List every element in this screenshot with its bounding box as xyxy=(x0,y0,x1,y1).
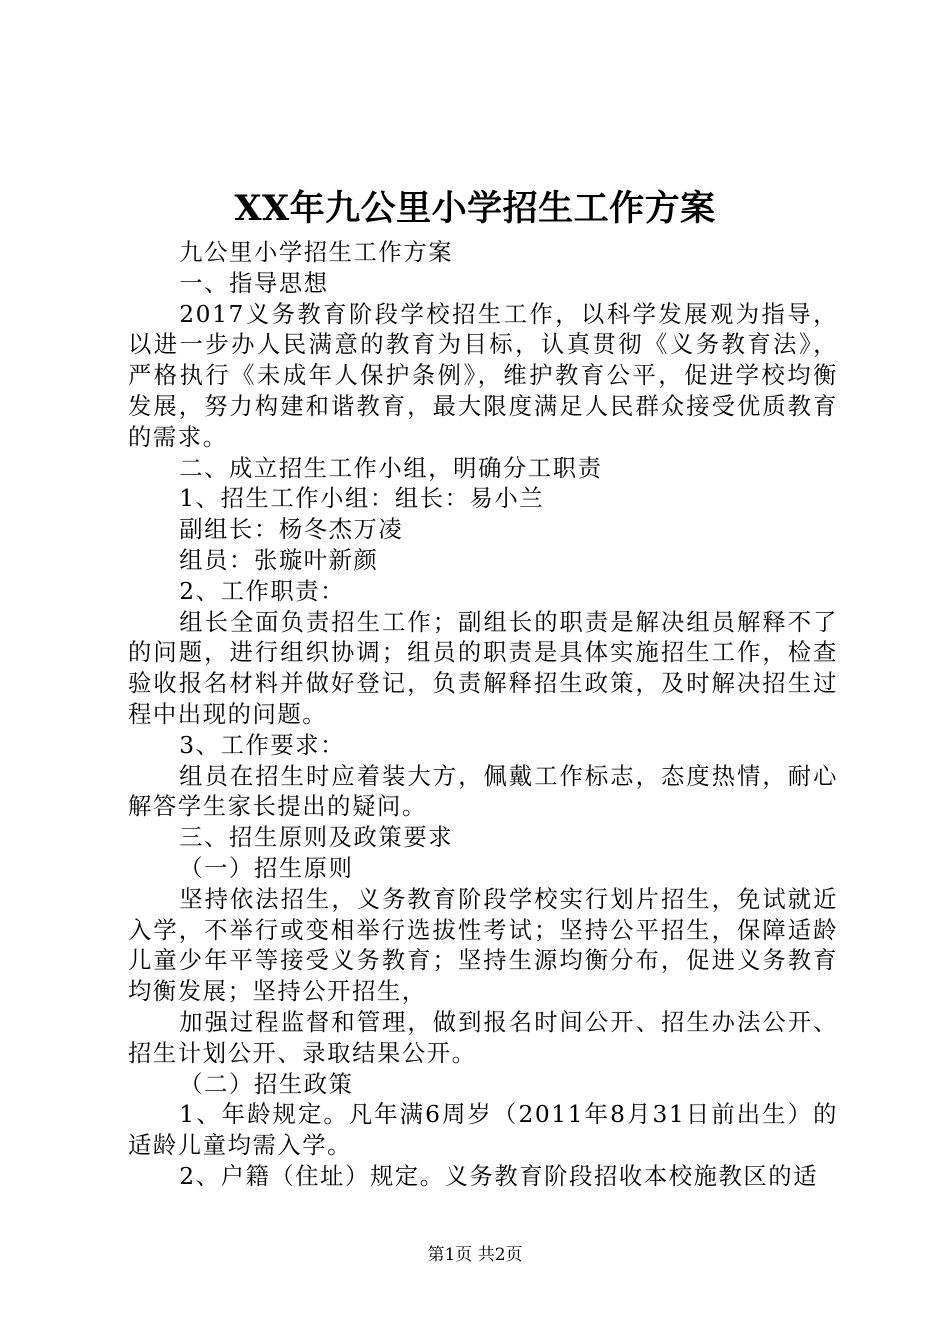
paragraph-deputy-leader: 副组长：杨冬杰万凌 xyxy=(179,516,404,544)
paragraph-guiding-thought: 2017义务教育阶段学校招生工作，以科学发展观为指导，以进一步办人民满意的教育为目标，认真贯彻《义务教育法》，严格执行《未成年人保护条例》，维护教育公平，促进学校均衡发展，努力构建和谐教育，最大限度满足人民群众接受优质教育的需求。 xyxy=(128,300,838,451)
page-number-footer: 第1页 共2页 xyxy=(427,1245,523,1265)
paragraph-group-leader: 1、招生工作小组：组长：易小兰 xyxy=(179,485,545,513)
heading-principles: （一）招生原则 xyxy=(179,854,354,882)
heading-policy: （二）招生政策 xyxy=(179,1070,354,1098)
document-body xyxy=(128,238,838,1193)
paragraph-age-rule: 1、年龄规定。凡年满6周岁（2011年8月31日前出生）的适龄儿童均需入学。 xyxy=(128,1101,838,1160)
paragraph-subtitle: 九公里小学招生工作方案 xyxy=(179,239,454,266)
heading-principles-policy: 三、招生原则及政策要求 xyxy=(179,824,454,852)
paragraph-principles: 坚持依法招生，义务教育阶段学校实行划片招生，免试就近入学，不举行或变相举行选拔性考试；坚持公平招生，保障适龄儿童少年平等接受义务教育；坚持生源均衡分布，促进义务教育均衡发展；坚持公开招生， xyxy=(128,885,838,1006)
paragraph-duties: 组长全面负责招生工作；副组长的职责是解决组员解释不了的问题，进行组织协调；组员的职责是具体实施招生工作，检查验收报名材料并做好登记，负责解释招生政策，及时解决招生过程中出现的问题。 xyxy=(128,608,838,728)
paragraph-supervision: 加强过程监督和管理，做到报名时间公开、招生办法公开、招生计划公开、录取结果公开。 xyxy=(128,1008,838,1067)
document-title: XX年九公里小学招生工作方案 xyxy=(234,188,716,229)
heading-requirements: 3、工作要求： xyxy=(179,731,346,759)
heading-guiding-thought: 一、指导思想 xyxy=(179,269,329,297)
heading-work-group: 二、成立招生工作小组，明确分工职责 xyxy=(179,454,603,482)
paragraph-residence-rule: 2、户籍（住址）规定。义务教育阶段招收本校施教区的适 xyxy=(179,1162,819,1190)
paragraph-members: 组员：张璇叶新颜 xyxy=(179,546,379,574)
paragraph-requirements: 组员在招生时应着装大方，佩戴工作标志，态度热情，耐心解答学生家长提出的疑问。 xyxy=(128,762,838,821)
heading-duties: 2、工作职责： xyxy=(179,577,346,605)
